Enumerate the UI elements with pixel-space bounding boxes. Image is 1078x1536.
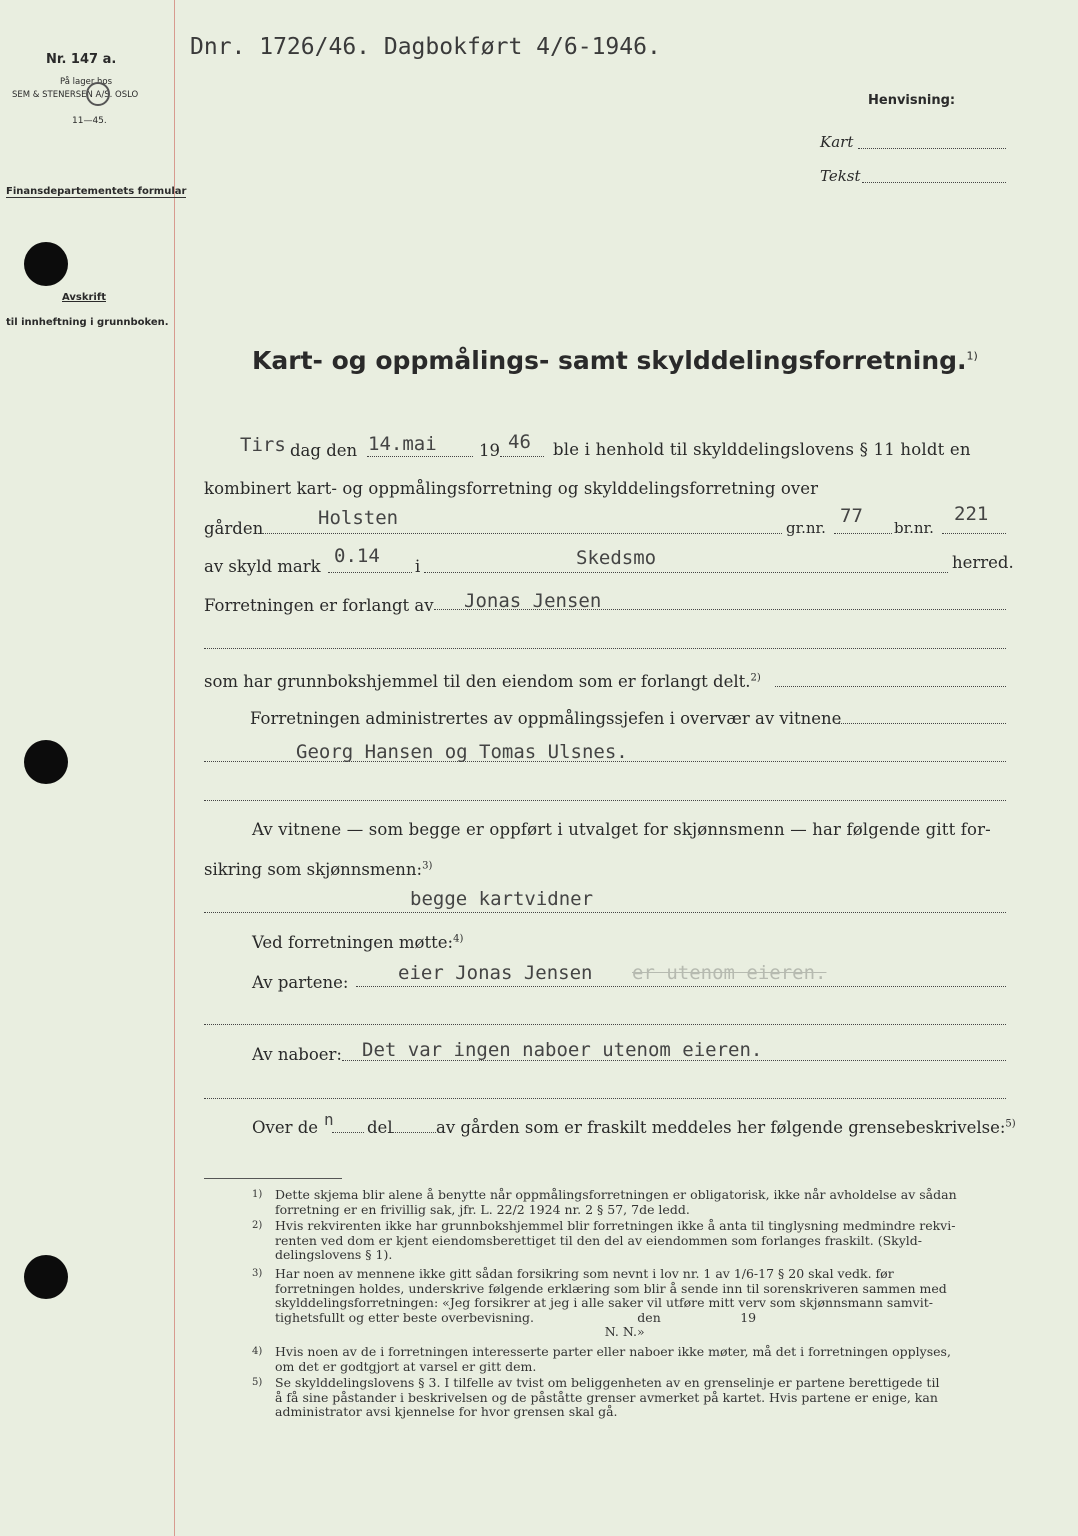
grnr-label: gr.nr. — [786, 519, 826, 537]
footnote-3-line-1: Har noen av mennene ikke gitt sådan forsikring som nevnt i lov nr. 1 av 1/6-17 § 20 skal vedk. før — [275, 1266, 894, 1281]
motte-text: Ved forretningen møtte: — [252, 933, 454, 952]
garden-fill: Holsten — [318, 507, 399, 529]
footnote-4-line-2: om det er godtgjort at varsel er gitt dem. — [275, 1358, 537, 1374]
av-vitnene-mark: 3) — [422, 860, 433, 872]
document-title — [252, 346, 978, 375]
naboer-label: Av naboer: — [252, 1045, 342, 1064]
herred-line — [424, 572, 948, 573]
grnr-line — [834, 533, 892, 534]
blank-line-2 — [204, 800, 1006, 801]
brnr-line — [942, 533, 1006, 534]
partene-line — [356, 986, 1006, 987]
punch-hole-middle — [24, 740, 68, 784]
punch-hole-bottom — [24, 1255, 68, 1299]
footnote-1-mark: 1) — [252, 1189, 263, 1200]
forsikring-line — [204, 912, 1006, 913]
kart-label: Kart — [820, 133, 854, 151]
av-vitnene-text: sikring som skjønnsmenn: — [204, 860, 423, 879]
journal-number: Dnr. 1726/46. Dagbokført 4/6-1946. — [190, 34, 661, 60]
grunnbok-line — [775, 686, 1006, 687]
footnote-4-line-1: Hvis noen av de i forretningen interesserte parter eller naboer ikke møter, må det i forretningen opplyses, — [275, 1344, 951, 1359]
footnote-1 — [252, 1188, 1012, 1217]
motte-mark: 4) — [453, 933, 464, 945]
footnote-5-line-3: administrator avsi kjennelse for hvor grensen skal gå. — [275, 1404, 618, 1419]
grensebeskrivelse-label — [436, 1118, 1016, 1137]
brnr-label: br.nr. — [894, 519, 934, 537]
avskrift-label: Avskrift — [62, 292, 106, 303]
partene-label: Av partene: — [252, 973, 349, 992]
footnote-2-line-3: delingslovens § 1). — [275, 1247, 393, 1262]
tekst-label: Tekst — [820, 167, 861, 185]
footnote-2-line-1: Hvis rekvirenten ikke har grunnbokshjemmel blir forretningen ikke å anta til tinglysning medmindre rekvi- — [275, 1218, 956, 1233]
footnote-1-line-1: Dette skjema blir alene å benytte når oppmålingsforretningen er obligatorisk, ikke når avholdelse av sådan — [275, 1187, 957, 1202]
grensebeskrivelse-mark: 5) — [1005, 1118, 1016, 1130]
year-prefix: 19 — [479, 441, 500, 460]
footnote-4 — [252, 1345, 1012, 1374]
combined-label: kombinert kart- og oppmålingsforretning og skylddelingsforretning over — [204, 479, 819, 498]
footnote-rule — [204, 1178, 342, 1179]
i-label: i — [415, 557, 421, 576]
partene-fill: eier Jonas Jensen — [398, 962, 593, 984]
footnote-3-mark: 3) — [252, 1268, 263, 1279]
ministry-label: Finansdepartementets formular — [6, 186, 187, 197]
year-fill: 46 — [508, 431, 531, 453]
footnote-5 — [252, 1376, 1012, 1420]
garden-label: gården — [204, 519, 264, 538]
grunnbok-mark: 2) — [750, 672, 761, 684]
kart-line — [858, 148, 1006, 149]
blank-line-4 — [204, 1098, 1006, 1099]
footnote-1-line-2: forretning er en frivillig sak, jfr. L. 22/2 1924 nr. 2 § 57, 7de ledd. — [275, 1201, 690, 1217]
skyld-fill: 0.14 — [334, 545, 380, 567]
over-den-label: Over de — [252, 1118, 319, 1137]
av-vitnene-line2 — [204, 860, 432, 879]
footnote-3 — [252, 1267, 1012, 1340]
forlangt-label: Forretningen er forlangt av — [204, 596, 434, 615]
del-label: del — [367, 1118, 393, 1137]
grensebeskrivelse-text: av gården som er fraskilt meddeles her følgende grensebeskrivelse: — [436, 1118, 1006, 1137]
weekday-fill: Tirs — [240, 434, 286, 456]
footnote-5-line-2: å få sine påstander i beskrivelsen og de påståtte grenser avmerket på kartet. Hvis partene er enige, kan — [275, 1389, 938, 1405]
herred-fill: Skedsmo — [576, 547, 657, 569]
title-footnote-mark: 1) — [966, 349, 978, 363]
footnote-2-line-2: renten ved dom er kjent eiendomsberettiget til den del av eiendommen som forlanges fraskilt. (Skyld- — [275, 1232, 923, 1248]
tekst-line — [862, 182, 1006, 183]
printer-line-2: SEM & STENERSEN A/S. OSLO — [12, 90, 139, 100]
brnr-fill: 221 — [954, 503, 989, 525]
footnote-3-line-4: tighetsfullt og etter beste overbevisning. den 19 — [275, 1309, 757, 1325]
footnote-4-mark: 4) — [252, 1346, 263, 1357]
administrert-label: Forretningen administrertes av oppmålingssjefen i overvær av vitnene — [250, 709, 842, 728]
av-vitnene-line1: Av vitnene — som begge er oppført i utvalget for skjønnsmenn — har følgende gitt for- — [252, 820, 991, 839]
vitner-fill: Georg Hansen og Tomas Ulsnes. — [296, 741, 628, 763]
forlangt-fill: Jonas Jensen — [464, 590, 602, 612]
dag-den-label: dag den — [290, 441, 358, 460]
garden-line — [258, 533, 782, 534]
blank-line-1 — [204, 648, 1006, 649]
line1-rest: ble i henhold til skylddelingslovens § 11 holdt en — [553, 440, 971, 459]
margin-rule — [174, 0, 175, 1536]
footnote-2 — [252, 1219, 1012, 1263]
blank-line-3 — [204, 1024, 1006, 1025]
over-den-fill: n — [324, 1110, 334, 1129]
herred-label: herred. — [952, 553, 1014, 572]
grunnbok-label — [204, 672, 761, 691]
punch-hole-top — [24, 242, 68, 286]
printer-line-1: På lager hos — [60, 77, 113, 87]
footnote-5-mark: 5) — [252, 1377, 263, 1388]
forsikring-fill: begge kartvidner — [410, 888, 594, 910]
partene-struck: er utenom eieren. — [632, 962, 827, 984]
footnote-3-line-2: forretningen holdes, underskrive følgende erklæring som blir å sende inn til sorenskriveren sammen med — [275, 1280, 947, 1296]
footnote-3-line-5: N. N.» — [275, 1324, 645, 1339]
year-line — [500, 456, 544, 457]
naboer-fill: Det var ingen naboer utenom eieren. — [362, 1039, 763, 1061]
title-text: Kart- og oppmålings- samt skylddelingsforretning. — [252, 346, 967, 375]
form-number: Nr. 147 a. — [46, 52, 117, 67]
footnote-3-line-3: skylddelingsforretningen: «Jeg forsikrer at jeg i alle saker vil utføre mitt verv som skjønnsmann samvit- — [275, 1295, 933, 1310]
footnote-5-line-1: Se skylddelingslovens § 3. I tilfelle av tvist om beliggenheten av en grenselinje er partene berettigede til — [275, 1375, 940, 1390]
avskrift-note: til innheftning i grunnboken. — [6, 317, 169, 328]
grunnbok-text: som har grunnbokshjemmel til den eiendom som er forlangt delt. — [204, 672, 751, 691]
printer-stamp — [86, 82, 110, 106]
reference-label: Henvisning: — [868, 93, 956, 108]
footnote-2-mark: 2) — [252, 1220, 263, 1231]
skyld-line — [328, 572, 412, 573]
skyld-label: av skyld mark — [204, 557, 321, 576]
administrert-line — [838, 723, 1006, 724]
date-fill: 14.mai — [368, 433, 437, 455]
del-line — [392, 1132, 436, 1133]
over-den-line — [332, 1132, 364, 1133]
motte-label — [252, 933, 463, 952]
edition-date: 11—45. — [72, 116, 107, 126]
grnr-fill: 77 — [840, 505, 863, 527]
date-line — [367, 456, 473, 457]
